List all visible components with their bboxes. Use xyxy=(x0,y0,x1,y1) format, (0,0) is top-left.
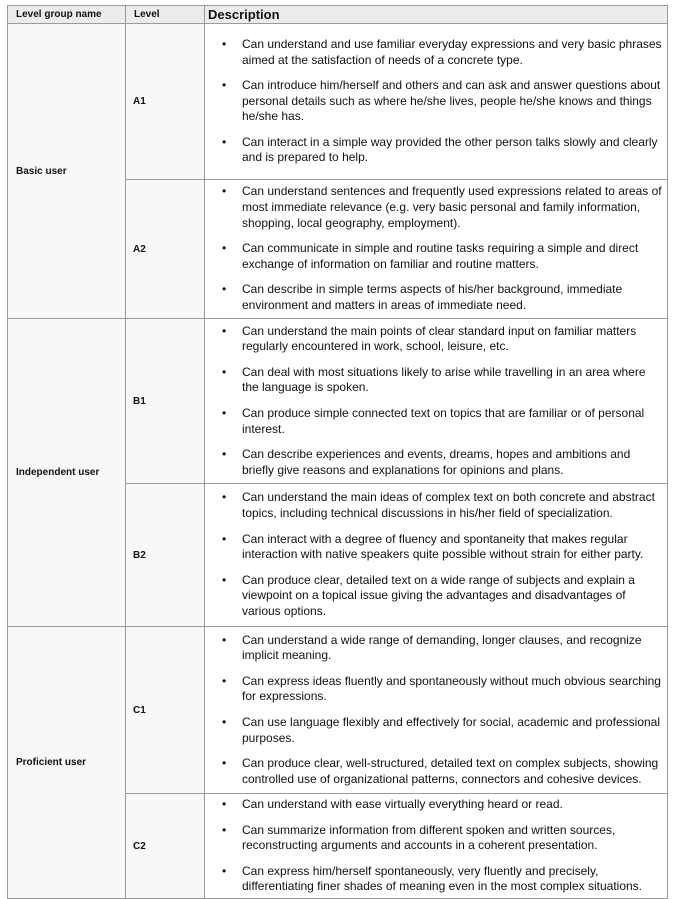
bullet-icon: • xyxy=(222,756,227,771)
group-independent-user: Independent user xyxy=(8,319,126,627)
list-item: • Can produce clear, well-structured, detailed text on complex subjects, showing controlled use of organizational patterns, connectors and cohesive devices. xyxy=(222,756,659,786)
level-a2: A2 xyxy=(126,180,205,319)
description-a1 xyxy=(205,24,668,180)
list-item: • Can deal with most situations likely to arise while travelling in an area where the language is spoken. xyxy=(222,364,646,395)
list-item: • Can describe experiences and events, dreams, hopes and ambitions and briefly give reasons and explanations for opinions and plans. xyxy=(222,447,631,477)
bullet-icon: • xyxy=(222,36,227,51)
list-item: • Can describe in simple terms aspects of his/her background, immediate environment and matters in areas of immediate need. xyxy=(222,282,623,312)
list-item: • Can understand and use familiar everyday expressions and very basic phrases aimed at the satisfaction of needs of a concrete type. xyxy=(222,36,662,67)
table-row xyxy=(8,319,668,484)
description-b1 xyxy=(205,319,668,484)
description-b2 xyxy=(205,484,668,627)
level-c1: C1 xyxy=(126,627,205,794)
level-a1: A1 xyxy=(126,24,205,180)
bullet-icon: • xyxy=(222,673,227,688)
list-item: • Can interact with a degree of fluency and spontaneity that makes regular interaction with native speakers quite possible without strain for either party. xyxy=(222,531,644,562)
header-description: Description xyxy=(205,6,668,24)
level-c2: C2 xyxy=(126,794,205,899)
list-item: • Can produce simple connected text on topics that are familiar or of personal interest. xyxy=(222,406,645,436)
level-b1: B1 xyxy=(126,319,205,484)
list-item: • Can summarize information from different spoken and written sources, reconstructing arguments and accounts in a coherent presentation. xyxy=(222,822,616,853)
description-c1 xyxy=(205,627,668,794)
bullet-icon: • xyxy=(222,282,227,297)
cefr-levels-table xyxy=(7,5,668,899)
header-level-group-name: Level group name xyxy=(8,6,126,24)
list-item: • Can understand with ease virtually everything heard or read. xyxy=(222,797,563,812)
bullet-icon: • xyxy=(222,572,227,587)
description-a2 xyxy=(205,180,668,319)
list-item: • Can express ideas fluently and spontaneously without much obvious searching for expressions. xyxy=(222,673,661,704)
bullet-icon: • xyxy=(222,632,227,647)
header-row xyxy=(8,6,668,24)
bullet-icon: • xyxy=(222,863,227,878)
group-basic-user: Basic user xyxy=(8,24,126,319)
bullet-icon: • xyxy=(222,797,227,812)
bullet-icon: • xyxy=(222,364,227,379)
bullet-icon: • xyxy=(222,78,227,93)
bullet-icon: • xyxy=(222,447,227,462)
bullet-icon: • xyxy=(222,241,227,256)
list-item: • Can communicate in simple and routine tasks requiring a simple and direct exchange of information on familiar and routine matters. xyxy=(222,241,639,271)
bullet-icon: • xyxy=(222,184,227,199)
list-item: • Can understand a wide range of demanding, longer clauses, and recognize implicit meaning. xyxy=(222,632,642,663)
table-row xyxy=(8,24,668,180)
level-b2: B2 xyxy=(126,484,205,627)
list-item: • Can interact in a simple way provided the other person talks slowly and clearly and is prepared to help. xyxy=(222,134,658,165)
bullet-icon: • xyxy=(222,715,227,729)
bullet-icon: • xyxy=(222,490,227,505)
list-item: • Can use language flexibly and effectively for social, academic and professional purposes. xyxy=(222,715,661,745)
list-item: • Can introduce him/herself and others and can ask and answer questions about personal details such as where he/she lives, people he/she knows and things he/she has. xyxy=(222,78,661,124)
header-level: Level xyxy=(126,6,205,24)
bullet-icon: • xyxy=(222,323,227,338)
bullet-icon: • xyxy=(222,822,227,837)
list-item: • Can understand the main ideas of complex text on both concrete and abstract topics, including technical discussions in his/her field of specialization. xyxy=(222,490,655,521)
list-item: • Can express him/herself spontaneously, very fluently and precisely, differentiating finer shades of meaning even in the most complex situations. xyxy=(222,863,643,894)
list-item: • Can understand the main points of clear standard input on familiar matters regularly encountered in work, school, leisure, etc. xyxy=(222,323,637,354)
bullet-icon: • xyxy=(222,134,227,149)
list-item: • Can produce clear, detailed text on a wide range of subjects and explain a viewpoint on a topical issue giving the advantages and disadvantages of various options. xyxy=(222,572,635,618)
bullet-icon: • xyxy=(222,531,227,546)
bullet-icon: • xyxy=(222,406,227,420)
table-row xyxy=(8,627,668,794)
description-c2 xyxy=(205,794,668,899)
group-proficient-user: Proficient user xyxy=(8,627,126,899)
list-item: • Can understand sentences and frequently used expressions related to areas of most immediate relevance (e.g. very basic personal and family information, shopping, local geography, employment). xyxy=(222,184,662,230)
table-body xyxy=(8,24,668,899)
